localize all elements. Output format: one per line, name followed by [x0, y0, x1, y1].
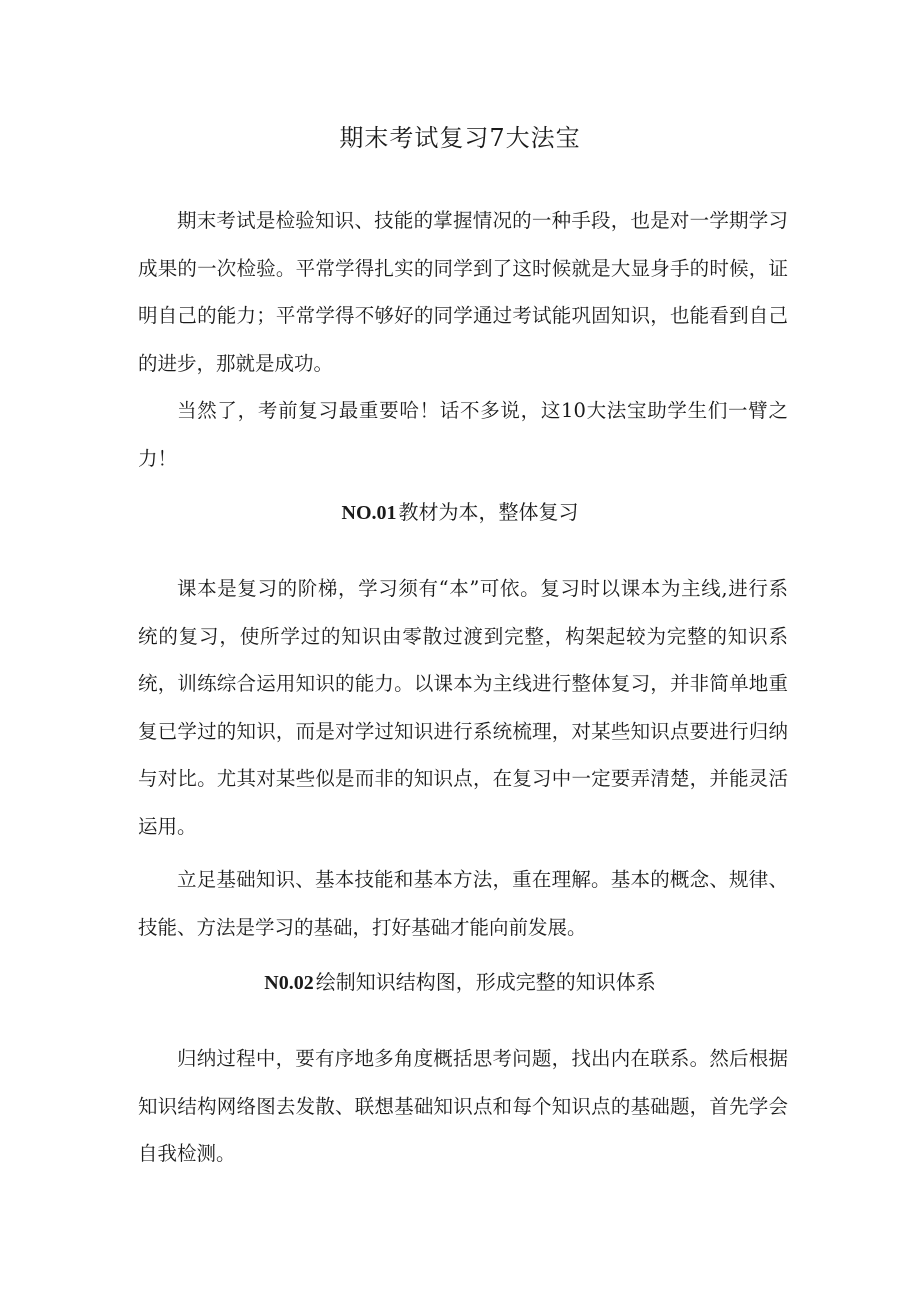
document-title: 期末考试复习7大法宝 [339, 124, 581, 152]
section-heading-1 [0, 496, 920, 529]
intro-paragraph-1: 期末考试是检验知识、技能的掌握情况的一种手段，也是对一学期学习成果的一次检验。平常学得扎实的同学到了这时候就是大显身手的时候，证明自己的能力；平常学得不够好的同学通过考试能巩固知识，也能看到自己的进步，那就是成功。 [138, 209, 788, 375]
section-1-paragraph-2: 立足基础知识、基本技能和基本方法，重在理解。基本的概念、规律、技能、方法是学习的基础，打好基础才能向前发展。 [138, 868, 788, 939]
section-number-2: N0.02 [264, 972, 314, 994]
section-title-2: 绘制知识结构图，形成完整的知识体系 [315, 970, 656, 994]
section-1-paragraph-1: 课本是复习的阶梯，学习须有“本”可依。复习时以课本为主线,进行系统的复习，使所学过的知识由零散过渡到完整，构架起较为完整的知识系统，训练综合运用知识的能力。以课本为主线进行整体复习，并非简单地重复已学过的知识，而是对学过知识进行系统梳理，对某些知识点要进行归纳与对比。尤其对某些似是而非的知识点，在复习中一定要弄清楚，并能灵活运用。 [138, 577, 788, 838]
section-number-1: NO.01 [341, 502, 397, 524]
section-title-1: 教材为本，整体复习 [398, 500, 579, 524]
section-heading-2 [0, 966, 920, 999]
section-2-paragraph-1: 归纳过程中，要有序地多角度概括思考问题，找出内在联系。然后根据知识结构网络图去发散、联想基础知识点和每个知识点的基础题，首先学会自我检测。 [138, 1047, 788, 1165]
intro-paragraph-2: 当然了，考前复习最重要哈！话不多说，这10大法宝助学生们一臂之力！ [138, 399, 788, 470]
